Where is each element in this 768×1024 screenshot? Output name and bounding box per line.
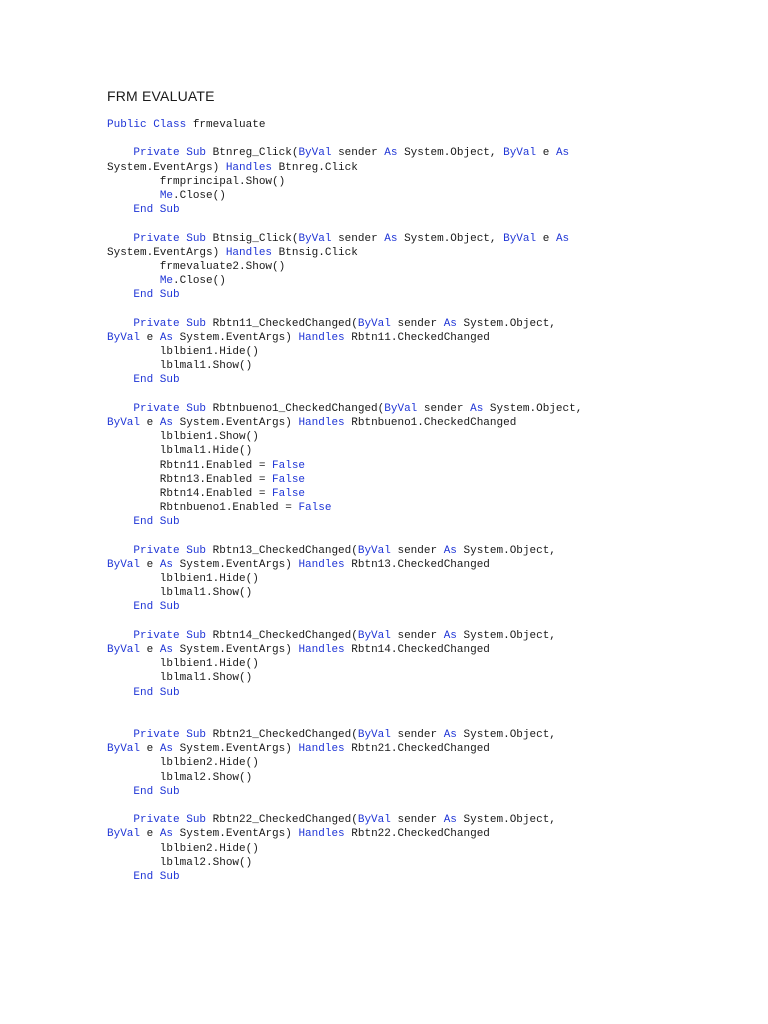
code-line bbox=[107, 302, 582, 316]
code-line bbox=[107, 586, 582, 600]
code-keyword: Private Sub bbox=[133, 147, 207, 160]
code-line bbox=[107, 856, 582, 870]
code-text: Btnsig.Click bbox=[272, 246, 358, 259]
code-text: System.Object, bbox=[456, 629, 556, 642]
code-text: System.EventArgs) bbox=[173, 743, 299, 756]
code-line bbox=[107, 700, 582, 714]
code-line bbox=[107, 473, 582, 487]
code-line bbox=[107, 118, 582, 132]
code-keyword: False bbox=[272, 459, 306, 472]
code-text: lblbien2.Hide() bbox=[107, 757, 259, 770]
code-text bbox=[107, 601, 133, 613]
code-text: lblbien1.Show() bbox=[107, 431, 259, 444]
code-line bbox=[107, 161, 582, 175]
code-text: e bbox=[140, 643, 160, 656]
code-keyword: As bbox=[159, 828, 174, 841]
code-text: sender bbox=[390, 317, 444, 330]
code-text: e bbox=[536, 147, 556, 160]
code-keyword: Handles bbox=[298, 643, 345, 656]
document-title: FRM EVALUATE bbox=[107, 88, 215, 104]
code-text: Rbtn14.Enabled = bbox=[107, 487, 273, 500]
code-line bbox=[107, 359, 582, 373]
code-keyword: As bbox=[555, 232, 570, 245]
code-keyword: ByVal bbox=[503, 232, 537, 245]
code-text: System.EventArgs) bbox=[173, 558, 299, 571]
code-text bbox=[107, 374, 133, 386]
code-line bbox=[107, 813, 582, 827]
code-keyword: End Sub bbox=[133, 601, 180, 614]
code-text: System.Object, bbox=[456, 317, 556, 330]
code-line bbox=[107, 799, 582, 813]
code-keyword: Handles bbox=[298, 743, 345, 756]
code-keyword: As bbox=[555, 147, 570, 160]
code-text bbox=[107, 871, 133, 883]
code-text: lblbien1.Hide() bbox=[107, 573, 259, 585]
code-text: .Close() bbox=[173, 189, 226, 202]
code-keyword: Private Sub bbox=[133, 629, 207, 642]
code-line bbox=[107, 529, 582, 543]
code-keyword: ByVal bbox=[107, 643, 141, 656]
code-text: System.EventArgs) bbox=[107, 161, 226, 174]
code-keyword: Handles bbox=[298, 828, 345, 841]
code-text: System.Object, bbox=[456, 729, 556, 742]
code-text: Rbtn11.CheckedChanged bbox=[344, 331, 490, 344]
code-keyword: End Sub bbox=[133, 686, 180, 699]
code-text bbox=[107, 147, 133, 159]
code-text: System.Object, bbox=[397, 147, 504, 160]
code-line bbox=[107, 615, 582, 629]
code-line bbox=[107, 189, 582, 203]
code-text bbox=[107, 729, 133, 741]
code-keyword: End Sub bbox=[133, 870, 180, 883]
code-keyword: End Sub bbox=[133, 516, 180, 529]
code-text: frmprincipal.Show() bbox=[107, 175, 286, 188]
code-line bbox=[107, 600, 582, 614]
code-keyword: Public Class bbox=[107, 119, 187, 131]
code-keyword: Private Sub bbox=[133, 317, 207, 330]
code-line bbox=[107, 317, 582, 331]
code-text: Rbtn21_CheckedChanged( bbox=[206, 729, 358, 742]
code-text: Rbtnbueno1_CheckedChanged( bbox=[206, 402, 385, 415]
code-text: Rbtn13_CheckedChanged( bbox=[206, 544, 358, 557]
code-line bbox=[107, 146, 582, 160]
code-line bbox=[107, 785, 582, 799]
code-text: Btnreg.Click bbox=[272, 161, 358, 174]
code-text: System.EventArgs) bbox=[173, 416, 299, 429]
code-text: e bbox=[536, 232, 556, 245]
code-text: lblbien1.Hide() bbox=[107, 658, 259, 671]
code-listing bbox=[107, 118, 582, 884]
code-line bbox=[107, 643, 582, 657]
code-line bbox=[107, 827, 582, 841]
code-text: e bbox=[140, 331, 160, 344]
code-keyword: As bbox=[384, 147, 398, 160]
code-text: sender bbox=[390, 544, 444, 557]
code-keyword: Handles bbox=[298, 331, 345, 344]
code-keyword: Private Sub bbox=[133, 544, 207, 557]
code-line bbox=[107, 515, 582, 529]
code-text: sender bbox=[417, 402, 471, 415]
code-text: System.EventArgs) bbox=[173, 331, 299, 344]
code-line bbox=[107, 756, 582, 770]
code-keyword: As bbox=[470, 402, 484, 415]
code-keyword: As bbox=[443, 729, 457, 742]
code-text: lblbien2.Hide() bbox=[107, 842, 259, 855]
code-line bbox=[107, 175, 582, 189]
code-keyword: Private Sub bbox=[133, 232, 207, 245]
code-text: sender bbox=[390, 814, 444, 827]
code-keyword: ByVal bbox=[107, 828, 141, 841]
code-line bbox=[107, 671, 582, 685]
code-line bbox=[107, 558, 582, 572]
code-text: frmevaluate bbox=[186, 119, 266, 131]
code-line bbox=[107, 771, 582, 785]
code-keyword: False bbox=[272, 473, 306, 486]
code-text bbox=[107, 289, 133, 301]
code-keyword: As bbox=[443, 544, 457, 557]
code-keyword: ByVal bbox=[298, 232, 332, 245]
code-keyword: Handles bbox=[225, 161, 273, 174]
code-keyword: As bbox=[159, 643, 174, 656]
code-text: sender bbox=[390, 629, 444, 642]
code-keyword: Private Sub bbox=[133, 814, 207, 827]
code-line bbox=[107, 544, 582, 558]
code-line bbox=[107, 870, 582, 884]
code-text bbox=[107, 687, 133, 699]
code-keyword: As bbox=[443, 629, 457, 642]
code-keyword: Private Sub bbox=[133, 729, 207, 742]
code-keyword: ByVal bbox=[357, 317, 391, 330]
code-keyword: ByVal bbox=[384, 402, 418, 415]
code-text: Btnsig_Click( bbox=[206, 232, 299, 245]
code-text: Rbtn13.Enabled = bbox=[107, 473, 273, 486]
code-text: Rbtn21.CheckedChanged bbox=[344, 743, 490, 756]
code-text bbox=[107, 786, 133, 798]
code-line bbox=[107, 416, 582, 430]
code-text: System.Object, bbox=[397, 232, 504, 245]
code-keyword: Handles bbox=[298, 416, 345, 429]
code-line bbox=[107, 686, 582, 700]
code-text: System.Object, bbox=[483, 402, 583, 415]
code-line bbox=[107, 657, 582, 671]
code-line bbox=[107, 246, 582, 260]
code-text: Rbtn22_CheckedChanged( bbox=[206, 814, 358, 827]
code-text bbox=[107, 516, 133, 528]
code-text: sender bbox=[390, 729, 444, 742]
code-line bbox=[107, 572, 582, 586]
code-text: frmevaluate2.Show() bbox=[107, 260, 286, 273]
code-text: Rbtn13.CheckedChanged bbox=[344, 558, 490, 571]
code-keyword: End Sub bbox=[133, 204, 180, 217]
code-line bbox=[107, 217, 582, 231]
code-keyword: ByVal bbox=[503, 147, 537, 160]
code-keyword: Private Sub bbox=[133, 402, 207, 415]
code-keyword: As bbox=[159, 331, 174, 344]
code-text bbox=[107, 630, 133, 642]
code-keyword: False bbox=[298, 502, 332, 515]
code-text: sender bbox=[331, 147, 385, 160]
code-text: Rbtn22.CheckedChanged bbox=[344, 828, 490, 841]
code-text bbox=[107, 545, 133, 557]
code-line bbox=[107, 203, 582, 217]
code-text: lblmal1.Show() bbox=[107, 672, 253, 685]
code-line bbox=[107, 501, 582, 515]
code-line bbox=[107, 232, 582, 246]
code-keyword: Me bbox=[159, 189, 174, 202]
code-text: Rbtn11_CheckedChanged( bbox=[206, 317, 358, 330]
code-text: e bbox=[140, 743, 160, 756]
code-text: System.EventArgs) bbox=[173, 828, 299, 841]
code-keyword: ByVal bbox=[298, 147, 332, 160]
code-text: Rbtn11.Enabled = bbox=[107, 459, 273, 472]
code-text: lblmal1.Show() bbox=[107, 360, 253, 373]
code-text bbox=[107, 233, 133, 245]
code-text bbox=[107, 403, 133, 415]
code-line bbox=[107, 459, 582, 473]
code-keyword: As bbox=[384, 232, 398, 245]
code-line bbox=[107, 444, 582, 458]
code-keyword: Handles bbox=[225, 246, 273, 259]
code-text: Rbtnbueno1.Enabled = bbox=[107, 502, 299, 515]
code-text: lblbien1.Hide() bbox=[107, 346, 259, 358]
code-text: lblmal2.Show() bbox=[107, 856, 253, 869]
code-line bbox=[107, 842, 582, 856]
code-keyword: ByVal bbox=[107, 331, 141, 344]
code-text bbox=[107, 318, 133, 330]
code-line bbox=[107, 388, 582, 402]
code-keyword: ByVal bbox=[107, 416, 141, 429]
code-text: lblmal2.Show() bbox=[107, 771, 253, 784]
code-text: System.EventArgs) bbox=[107, 246, 226, 259]
code-line bbox=[107, 742, 582, 756]
code-keyword: ByVal bbox=[357, 629, 391, 642]
code-keyword: ByVal bbox=[357, 814, 391, 827]
code-keyword: Me bbox=[159, 275, 174, 288]
code-line bbox=[107, 629, 582, 643]
code-line bbox=[107, 345, 582, 359]
code-keyword: ByVal bbox=[357, 729, 391, 742]
code-line bbox=[107, 402, 582, 416]
code-line bbox=[107, 132, 582, 146]
code-text: e bbox=[140, 416, 160, 429]
code-text: Btnreg_Click( bbox=[206, 147, 299, 160]
code-keyword: Handles bbox=[298, 558, 345, 571]
code-keyword: End Sub bbox=[133, 374, 180, 387]
code-keyword: As bbox=[159, 558, 174, 571]
code-line bbox=[107, 728, 582, 742]
code-text: System.EventArgs) bbox=[173, 643, 299, 656]
code-keyword: As bbox=[159, 743, 174, 756]
code-text: e bbox=[140, 828, 160, 841]
code-text: System.Object, bbox=[456, 544, 556, 557]
code-keyword: End Sub bbox=[133, 785, 180, 798]
code-keyword: As bbox=[443, 317, 457, 330]
code-keyword: As bbox=[443, 814, 457, 827]
code-keyword: ByVal bbox=[107, 743, 141, 756]
code-line bbox=[107, 714, 582, 728]
code-line bbox=[107, 260, 582, 274]
code-line bbox=[107, 331, 582, 345]
code-keyword: As bbox=[159, 416, 174, 429]
code-keyword: ByVal bbox=[357, 544, 391, 557]
code-line bbox=[107, 373, 582, 387]
code-line bbox=[107, 288, 582, 302]
code-text: Rbtn14_CheckedChanged( bbox=[206, 629, 358, 642]
code-text bbox=[107, 190, 160, 202]
code-text: e bbox=[140, 558, 160, 571]
code-text: System.Object, bbox=[456, 814, 556, 827]
code-line bbox=[107, 430, 582, 444]
code-text: Rbtn14.CheckedChanged bbox=[344, 643, 490, 656]
code-text bbox=[107, 204, 133, 216]
code-line bbox=[107, 487, 582, 501]
code-text bbox=[107, 275, 160, 287]
code-text: .Close() bbox=[173, 275, 226, 288]
code-text: lblmal1.Show() bbox=[107, 587, 253, 600]
code-text: sender bbox=[331, 232, 385, 245]
code-text bbox=[107, 814, 133, 826]
code-text: Rbtnbueno1.CheckedChanged bbox=[344, 416, 517, 429]
code-keyword: ByVal bbox=[107, 558, 141, 571]
code-keyword: False bbox=[272, 487, 306, 500]
code-text: lblmal1.Hide() bbox=[107, 445, 253, 458]
code-keyword: End Sub bbox=[133, 289, 180, 302]
code-line bbox=[107, 274, 582, 288]
